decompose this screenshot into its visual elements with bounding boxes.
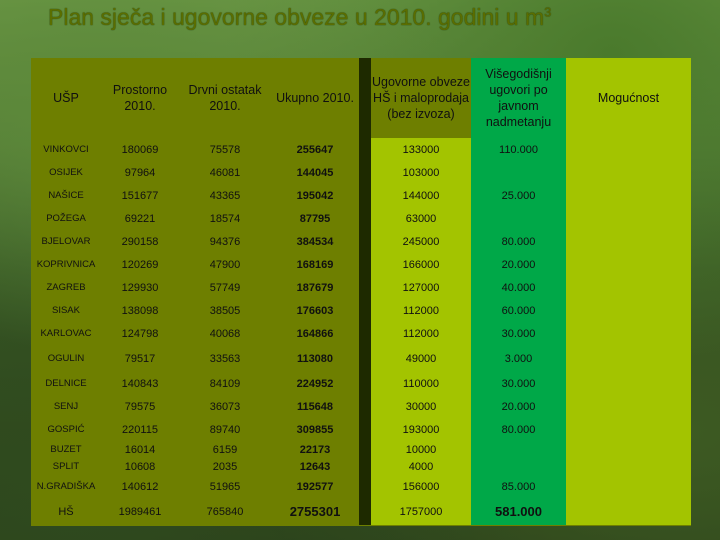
row-name: SPLIT: [52, 461, 80, 472]
cell-drvni: 46081: [209, 166, 241, 179]
cell-drvni: 36073: [209, 400, 241, 413]
table-row: [31, 161, 691, 184]
cell-ugovorne: 49000: [371, 345, 471, 372]
row-name: N.GRADIŠKA: [36, 481, 96, 492]
row-name: DELNICE: [45, 378, 87, 389]
cell-ugovorne: 63000: [371, 207, 471, 230]
cell-ukupno: 164866: [296, 327, 334, 340]
row-name: KARLOVAC: [40, 328, 92, 339]
cell-visegodisnji: 20.000: [471, 395, 566, 418]
row-name: POŽEGA: [46, 213, 86, 224]
column-separator: [359, 458, 371, 475]
table-body: [31, 138, 691, 525]
data-table: [31, 58, 691, 525]
cell-drvni: 94376: [209, 235, 241, 248]
cell-visegodisnji: 3.000: [471, 345, 566, 372]
cell-prostorno: 220115: [122, 423, 158, 436]
cell-prostorno: 151677: [121, 189, 159, 202]
cell-ugovorne: 1757000: [371, 498, 471, 525]
cell-visegodisnji: 40.000: [471, 276, 566, 299]
column-separator: [359, 299, 371, 322]
cell-visegodisnji: 60.000: [471, 299, 566, 322]
cell-drvni: 43365: [209, 189, 241, 202]
cell-ukupno: 2755301: [289, 504, 341, 519]
table-row: [31, 458, 691, 475]
cell-ukupno: 144045: [296, 166, 334, 179]
column-separator: [359, 441, 371, 458]
cell-prostorno: 129930: [121, 281, 159, 294]
header-moguenost: Mogućnost: [566, 58, 691, 138]
cell-ukupno: 309855: [296, 423, 334, 436]
row-name: VINKOVCI: [43, 144, 89, 155]
cell-ugovorne: 112000: [371, 299, 471, 322]
column-separator: [359, 345, 371, 372]
cell-drvni: 6159: [212, 443, 238, 456]
header-ukupno: Ukupno 2010.: [276, 91, 354, 105]
column-separator: [359, 475, 371, 498]
column-separator: [359, 58, 371, 138]
cell-ugovorne: 166000: [371, 253, 471, 276]
cell-visegodisnji: [471, 441, 566, 458]
cell-moguenost: [566, 184, 691, 207]
cell-visegodisnji: 581.000: [471, 498, 566, 525]
cell-drvni: 2035: [212, 460, 238, 473]
cell-ukupno: 195042: [296, 189, 334, 202]
table-row: [31, 475, 691, 498]
cell-ukupno: 255647: [296, 143, 334, 156]
header-row: [31, 58, 691, 138]
cell-prostorno: 140612: [121, 480, 159, 493]
cell-moguenost: [566, 395, 691, 418]
cell-moguenost: [566, 276, 691, 299]
cell-ugovorne: 103000: [371, 161, 471, 184]
column-separator: [359, 322, 371, 345]
cell-ukupno: 224952: [296, 377, 334, 390]
cell-visegodisnji: 25.000: [471, 184, 566, 207]
cell-prostorno: 79517: [124, 352, 156, 365]
cell-ugovorne: 10000: [371, 441, 471, 458]
cell-prostorno: 69221: [124, 212, 156, 225]
cell-ukupno: 87795: [299, 212, 331, 225]
cell-prostorno: 180069: [121, 143, 159, 156]
cell-prostorno: 138098: [121, 304, 159, 317]
column-separator: [359, 276, 371, 299]
cell-moguenost: [566, 138, 691, 161]
cell-ugovorne: 112000: [371, 322, 471, 345]
cell-moguenost: [566, 441, 691, 458]
table-row: [31, 230, 691, 253]
header-ugovorne: Ugovorne obveze HŠ i maloprodaja (bez izvoza): [372, 75, 470, 121]
column-separator: [359, 418, 371, 441]
cell-ugovorne: 193000: [371, 418, 471, 441]
column-separator: [359, 498, 371, 525]
column-separator: [359, 230, 371, 253]
cell-ukupno: 176603: [296, 304, 334, 317]
table-row: [31, 498, 691, 525]
data-table-panel: [31, 58, 691, 526]
cell-moguenost: [566, 253, 691, 276]
table-row: [31, 395, 691, 418]
cell-visegodisnji: [471, 161, 566, 184]
table-row: [31, 138, 691, 161]
table-row: [31, 322, 691, 345]
table-row: [31, 299, 691, 322]
cell-moguenost: [566, 458, 691, 475]
cell-prostorno: 79575: [124, 400, 156, 413]
title-superscript: 3: [544, 4, 552, 20]
row-name: OSIJEK: [49, 167, 83, 178]
cell-prostorno: 10608: [124, 460, 156, 473]
row-name: ZAGREB: [46, 282, 86, 293]
cell-ugovorne: 4000: [371, 458, 471, 475]
row-name: SENJ: [53, 401, 79, 412]
cell-visegodisnji: 80.000: [471, 230, 566, 253]
cell-visegodisnji: 30.000: [471, 372, 566, 395]
cell-moguenost: [566, 475, 691, 498]
cell-prostorno: 140843: [121, 377, 159, 390]
row-name: HŠ: [58, 505, 74, 518]
column-separator: [359, 138, 371, 161]
cell-visegodisnji: 30.000: [471, 322, 566, 345]
cell-ugovorne: 144000: [371, 184, 471, 207]
cell-drvni: 89740: [209, 423, 241, 436]
cell-drvni: 765840: [206, 505, 244, 518]
cell-ukupno: 113080: [296, 352, 334, 365]
table-row: [31, 207, 691, 230]
cell-prostorno: 16014: [124, 443, 156, 456]
cell-moguenost: [566, 299, 691, 322]
cell-ukupno: 187679: [296, 281, 334, 294]
cell-ugovorne: 156000: [371, 475, 471, 498]
cell-ugovorne: 127000: [371, 276, 471, 299]
cell-drvni: 18574: [209, 212, 241, 225]
cell-ugovorne: 30000: [371, 395, 471, 418]
cell-drvni: 38505: [209, 304, 241, 317]
row-name: BJELOVAR: [41, 236, 91, 247]
table-row: [31, 253, 691, 276]
cell-visegodisnji: [471, 207, 566, 230]
cell-moguenost: [566, 207, 691, 230]
row-name: NAŠICE: [48, 190, 84, 201]
column-separator: [359, 372, 371, 395]
cell-moguenost: [566, 345, 691, 372]
cell-prostorno: 120269: [121, 258, 159, 271]
header-prostorno: Prostorno 2010.: [112, 83, 168, 113]
table-row: [31, 418, 691, 441]
table-row: [31, 345, 691, 372]
title-text: Plan sječa i ugovorne obveze u 2010. godini u m: [48, 4, 545, 30]
cell-moguenost: [566, 418, 691, 441]
cell-drvni: 84109: [209, 377, 241, 390]
cell-visegodisnji: 80.000: [471, 418, 566, 441]
cell-drvni: 47900: [209, 258, 241, 271]
header-usp: UŠP: [53, 91, 79, 105]
row-name: SISAK: [52, 305, 80, 316]
cell-ugovorne: 245000: [371, 230, 471, 253]
column-separator: [359, 207, 371, 230]
cell-ukupno: 12643: [299, 460, 331, 473]
row-name: KOPRIVNICA: [36, 259, 96, 270]
cell-visegodisnji: 85.000: [471, 475, 566, 498]
row-name: OGULIN: [47, 353, 85, 364]
cell-ukupno: 168169: [296, 258, 334, 271]
cell-prostorno: 1989461: [118, 505, 162, 518]
cell-ukupno: 192577: [296, 480, 334, 493]
row-name: BUZET: [50, 444, 82, 455]
table-row: [31, 184, 691, 207]
cell-visegodisnji: 20.000: [471, 253, 566, 276]
cell-ukupno: 22173: [299, 443, 331, 456]
cell-drvni: 40068: [209, 327, 241, 340]
column-separator: [359, 184, 371, 207]
cell-prostorno: 97964: [124, 166, 156, 179]
cell-visegodisnji: 110.000: [471, 138, 566, 161]
cell-moguenost: [566, 498, 691, 525]
cell-ugovorne: 110000: [371, 372, 471, 395]
cell-moguenost: [566, 322, 691, 345]
cell-moguenost: [566, 230, 691, 253]
slide-title: [48, 4, 551, 40]
cell-ugovorne: 133000: [371, 138, 471, 161]
column-separator: [359, 161, 371, 184]
cell-ukupno: 115648: [296, 400, 334, 413]
row-name: GOSPIĆ: [47, 424, 85, 435]
table-row: [31, 372, 691, 395]
cell-drvni: 51965: [209, 480, 241, 493]
column-separator: [359, 253, 371, 276]
cell-prostorno: 290158: [121, 235, 159, 248]
header-drvni: Drvni ostatak 2010.: [188, 83, 262, 113]
cell-prostorno: 124798: [121, 327, 159, 340]
table-row: [31, 276, 691, 299]
cell-moguenost: [566, 372, 691, 395]
header-visegodisnji: Višegodišnji ugovori po javnom nadmetanju: [471, 58, 566, 138]
table-row: [31, 441, 691, 458]
column-separator: [359, 395, 371, 418]
cell-visegodisnji: [471, 458, 566, 475]
cell-moguenost: [566, 161, 691, 184]
cell-ukupno: 384534: [296, 235, 334, 248]
cell-drvni: 57749: [209, 281, 241, 294]
cell-drvni: 75578: [209, 143, 241, 156]
cell-drvni: 33563: [209, 352, 241, 365]
